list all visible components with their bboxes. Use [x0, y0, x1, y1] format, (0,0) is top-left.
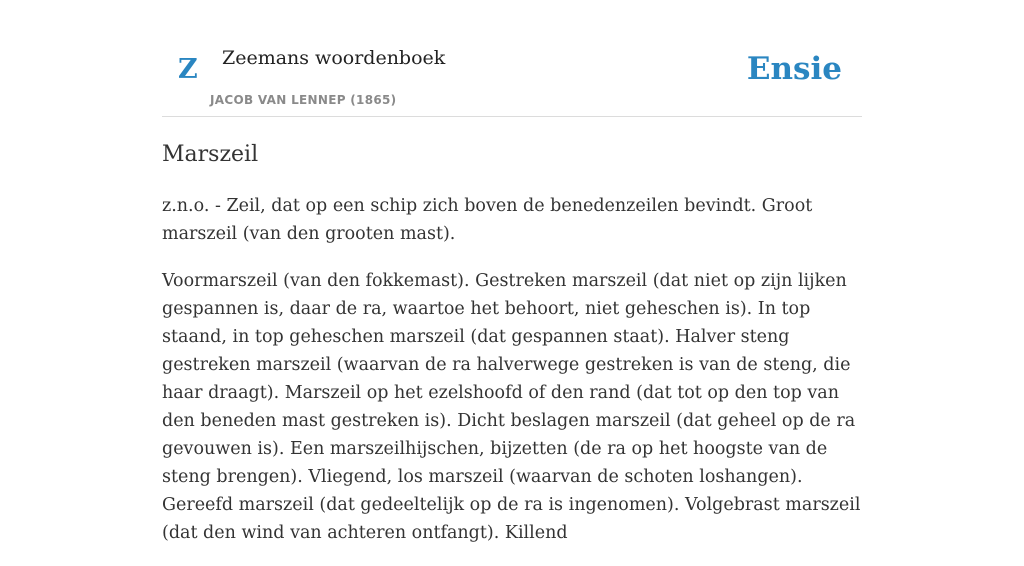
- book-author: JACOB VAN LENNEP (1865): [210, 93, 397, 107]
- entry-paragraph: Voormarszeil (van den fokkemast). Gestreken marszeil (dat niet op zijn lijken gespannen is, daar de ra, waartoe het behoort, niet geheschen is). In top staand, in top geheschen marszeil (dat gespannen staat). Halver steng gestreken marszeil (waarvan de ra halverwege gestreken is van de steng, die haar draagt). Marszeil op het ezelshoofd of den rand (dat tot op den top van den beneden mast gestreken is). Dicht beslagen marszeil (dat geheel op de ra gevouwen is). Een marszeilhijschen, bijzetten (de ra op het hoogste van de steng brengen). Vliegend, los marszeil (waarvan de schoten loshangen). Gereefd marszeil (dat gedeeltelijk op de ra is ingenomen). Volgebrast marszeil (dat den wind van achteren ontfangt). Killend: [162, 271, 861, 543]
- entry-paragraph: z.n.o. - Zeil, dat op een schip zich boven de benedenzeilen bevindt. Groot marszeil (van den grooten mast).: [162, 196, 813, 244]
- book-letter-icon[interactable]: Z: [178, 54, 198, 85]
- entry-content: [162, 192, 862, 566]
- page: [162, 0, 862, 543]
- entry-title: Marszeil: [162, 142, 259, 167]
- book-title[interactable]: Zeemans woordenboek: [222, 47, 446, 69]
- brand-logo[interactable]: Ensie: [746, 51, 842, 87]
- header: [162, 0, 862, 117]
